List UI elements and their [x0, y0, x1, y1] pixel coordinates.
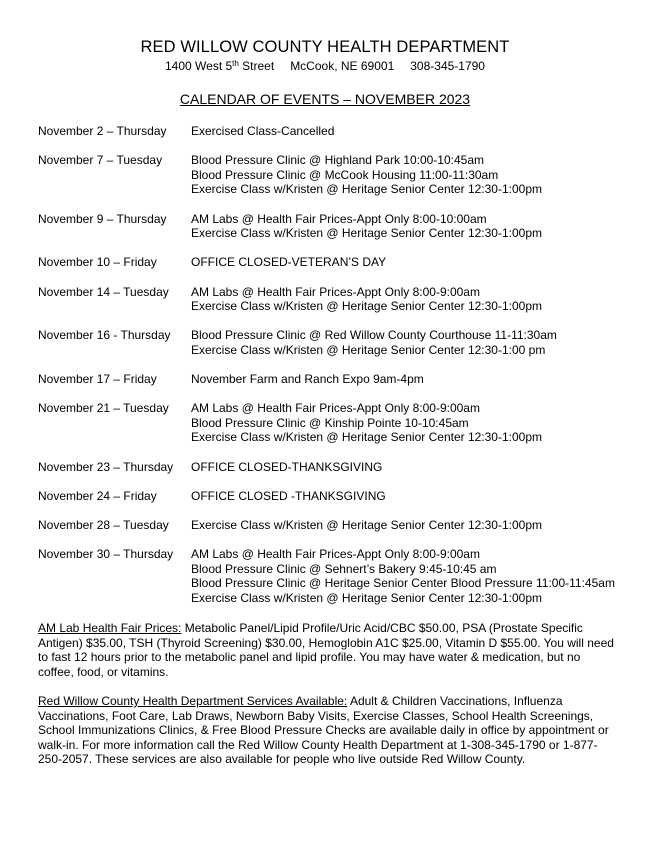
event-date: November 9 – Thursday: [38, 211, 167, 226]
lab-prices-label: AM Lab Health Fair Prices:: [38, 621, 182, 635]
phone: 308-345-1790: [410, 59, 485, 73]
department-title: RED WILLOW COUNTY HEALTH DEPARTMENT: [140, 38, 510, 56]
event-item: Blood Pressure Clinic @ Highland Park 10:00-10:45am: [191, 153, 484, 168]
street-name: Street: [238, 59, 275, 73]
event-date: November 17 – Friday: [38, 372, 157, 387]
event-date: November 30 – Thursday: [38, 547, 174, 562]
street-suffix: th: [232, 59, 239, 68]
event-items: [191, 153, 618, 197]
event-items: [191, 401, 618, 445]
event-items: [191, 285, 618, 314]
services-text: Adult & Children Vaccinations, Influenza Vaccinations, Foot Care, Lab Draws, Newborn Baby Visits, Exercise Classes, School Health Screenings, School Immunizations Clinics, & Free Blood Pressure Checks are available daily in office by appointment or walk-in. For more information call the Red Willow County Health Department at 1-308-345-1790 or 1-877-250-2057. These services are also available for people who live outside Red Willow County.: [38, 693, 609, 767]
event-date: November 24 – Friday: [38, 488, 157, 503]
event-row: [38, 328, 618, 357]
event-items: [191, 255, 618, 270]
event-row: [38, 255, 618, 270]
event-row: [38, 153, 618, 197]
event-item: Exercise Class w/Kristen @ Heritage Senior Center 12:30-1:00pm: [191, 299, 542, 314]
event-item: Exercise Class w/Kristen @ Heritage Senior Center 12:30-1:00pm: [191, 226, 542, 241]
event-date: November 16 - Thursday: [38, 328, 171, 343]
event-item: Exercise Class w/Kristen @ Heritage Senior Center 12:30-1:00pm: [191, 518, 542, 533]
lab-prices-note: [38, 621, 616, 679]
event-items: [191, 460, 618, 475]
event-items: [191, 328, 618, 357]
event-item: November Farm and Ranch Expo 9am-4pm: [191, 372, 424, 387]
event-items: [191, 372, 618, 387]
event-date: November 28 – Tuesday: [38, 518, 169, 533]
event-row: [38, 285, 618, 314]
event-item: Exercise Class w/Kristen @ Heritage Senior Center 12:30-1:00pm: [191, 182, 542, 197]
event-date: November 10 – Friday: [38, 255, 157, 270]
event-row: [38, 547, 618, 605]
event-row: [38, 124, 618, 139]
event-item: Blood Pressure Clinic @ Heritage Senior Center Blood Pressure 11:00-11:45am: [191, 576, 615, 591]
events-list: [38, 124, 618, 620]
services-label: Red Willow County Health Department Services Available:: [38, 693, 348, 708]
event-item: Blood Pressure Clinic @ Kinship Pointe 10-10:45am: [191, 415, 469, 430]
event-item: AM Labs @ Health Fair Prices-Appt Only 8:00-9:00am: [191, 284, 480, 299]
event-item: Exercise Class w/Kristen @ Heritage Senior Center 12:30-1:00 pm: [191, 342, 546, 357]
event-items: [191, 518, 618, 533]
event-date: November 14 – Tuesday: [38, 284, 169, 299]
event-row: [38, 401, 618, 445]
event-items: [191, 547, 618, 605]
calendar-title-text: CALENDAR OF EVENTS – NOVEMBER 2023: [179, 91, 471, 107]
notes-section: [38, 621, 616, 782]
event-item: OFFICE CLOSED-THANKSGIVING: [191, 459, 383, 474]
event-row: [38, 489, 618, 504]
event-row: [38, 518, 618, 533]
event-item: Blood Pressure Clinic @ Red Willow County Courthouse 11-11:30am: [191, 328, 557, 343]
event-item: AM Labs @ Health Fair Prices-Appt Only 8:00-9:00am: [191, 547, 480, 562]
event-items: [191, 489, 618, 504]
event-date: November 7 – Tuesday: [38, 153, 163, 168]
department-address: [0, 59, 650, 73]
city: McCook, NE 69001: [290, 59, 395, 73]
event-item: Blood Pressure Clinic @ Sehnert’s Bakery 9:45-10:45 am: [191, 561, 497, 576]
event-date: November 23 – Thursday: [38, 459, 174, 474]
street-number: 1400 West 5: [165, 59, 233, 73]
event-date: November 2 – Thursday: [38, 124, 167, 138]
event-item: AM Labs @ Health Fair Prices-Appt Only 8:00-9:00am: [191, 401, 480, 416]
event-items: [191, 124, 618, 139]
event-items: [191, 212, 618, 241]
services-note: [38, 694, 616, 767]
lab-prices-text: Metabolic Panel/Lipid Profile/Uric Acid/CBC $50.00, PSA (Prostate Specific Antigen) $35.00, TSH (Thyroid Screening) $30.00, Hemoglobin A1C $25.00, Vitamin D $55.00. You will need to fast 12 hours prior to the metabolic panel and lipid profile. You may have water & medication, but no coffee, food, or vitamins.: [38, 621, 614, 679]
event-item: Exercise Class w/Kristen @ Heritage Senior Center 12:30-1:00pm: [191, 591, 542, 605]
event-item: OFFICE CLOSED -THANKSGIVING: [191, 488, 386, 503]
event-item: Exercised Class-Cancelled: [191, 124, 335, 138]
event-row: [38, 372, 618, 387]
event-date: November 21 – Tuesday: [38, 401, 169, 416]
event-row: [38, 460, 618, 475]
calendar-title: [0, 91, 650, 107]
event-item: Blood Pressure Clinic @ McCook Housing 11:00-11:30am: [191, 167, 499, 182]
event-item: Exercise Class w/Kristen @ Heritage Senior Center 12:30-1:00pm: [191, 430, 542, 445]
event-item: OFFICE CLOSED-VETERAN’S DAY: [191, 255, 387, 270]
event-row: [38, 212, 618, 241]
event-item: AM Labs @ Health Fair Prices-Appt Only 8:00-10:00am: [191, 211, 487, 226]
